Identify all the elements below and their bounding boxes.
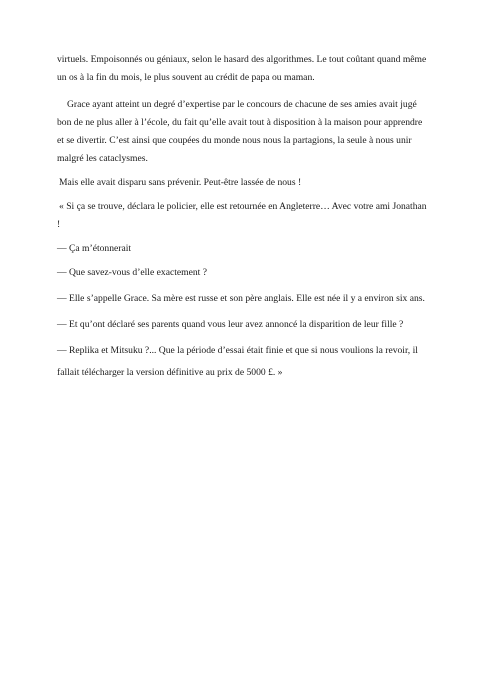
dialogue-line-1: — Ça m’étonnerait <box>57 243 132 254</box>
dialogue-line-5: — Replika et Mitsuku ?... Que la période d’essai était finie et que si nous voulions la revoir, il fallait télécharger la version définitive au prix de 5000 £. » <box>57 345 418 378</box>
paragraph-2: Grace ayant atteint un degré d’expertise par le concours de chacune de ses amies avait jugé bon de ne plus aller à l’école, du fait qu’elle avait tout à disposition à la maison pour apprendre et se divertir. C’est ainsi que coupées du monde nous nous la partagions, la seule à nous unir malgré les cataclysmes. <box>57 99 423 164</box>
dialogue-line-4: — Et qu’ont déclaré ses parents quand vous leur avez annoncé la disparition de leur fille ? <box>57 319 404 330</box>
dialogue-line-3: — Elle s’appelle Grace. Sa mère est russe et son père anglais. Elle est née il y a environ six ans. <box>57 293 425 304</box>
paragraph-4: « Si ça se trouve, déclara le policier, elle est retournée en Angleterre… Avec votre ami Jonathan ! <box>57 201 427 230</box>
dialogue-line-2: — Que savez-vous d’elle exactement ? <box>57 267 207 278</box>
document-body <box>57 51 429 384</box>
paragraph-1: virtuels. Empoisonnés ou géniaux, selon le hasard des algorithmes. Le tout coûtant quand même un os à la fin du mois, le plus souvent au crédit de papa ou maman. <box>57 54 427 83</box>
paragraph-3: Mais elle avait disparu sans prévenir. Peut-être lassée de nous ! <box>59 177 302 188</box>
